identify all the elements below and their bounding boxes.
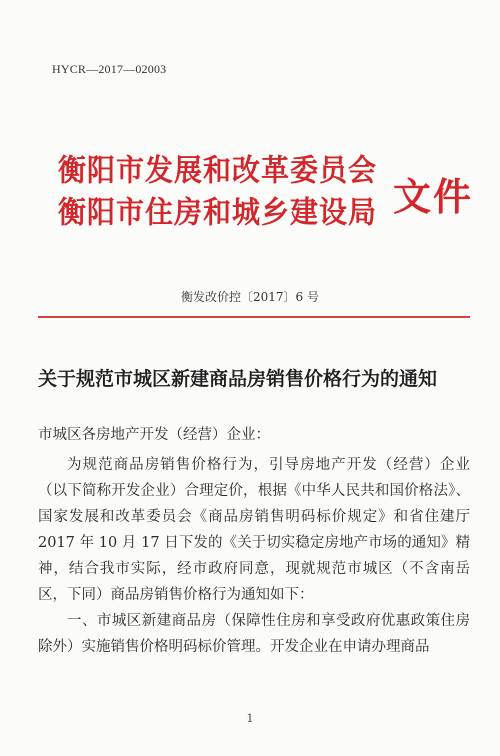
document-code: HYCR—2017—02003 [52,62,167,76]
page-number: 1 [246,712,254,725]
document-label: 文件 [393,175,474,219]
issuing-agencies [58,148,398,232]
document-title: 关于规范市城区新建商品房销售价格行为的通知 [38,368,438,390]
paragraph-1: 为规范商品房销售价格行为，引导房地产开发（经营）企业（以下简称开发企业）合理定价，根据《中华人民共和国价格法》、国家发展和改革委员会《商品房销售明码标价规定》和省住建厅 2017 年 10 月 17 日下发的《关于切实稳定房地产市场的通知》精神，结合我市实际，经市政府同意，现就规范市城区（不含南岳区，下同）商品房销售价格行为通知如下： [38,457,470,603]
red-divider-line [38,316,470,318]
agency-name-1: 衡阳市发展和改革委员会 [58,152,378,188]
document-body [38,422,470,660]
salutation: 市城区各房地产开发（经营）企业： [38,427,270,443]
agency-name-2: 衡阳市住房和城乡建设局 [58,194,378,230]
document-number: 衡发改价控〔2017〕6 号 [181,290,319,304]
paragraph-2: 一、市城区新建商品房（保障性住房和享受政府优惠政策住房除外）实施销售价格明码标价管理。开发企业在申请办理商品 [38,613,470,655]
